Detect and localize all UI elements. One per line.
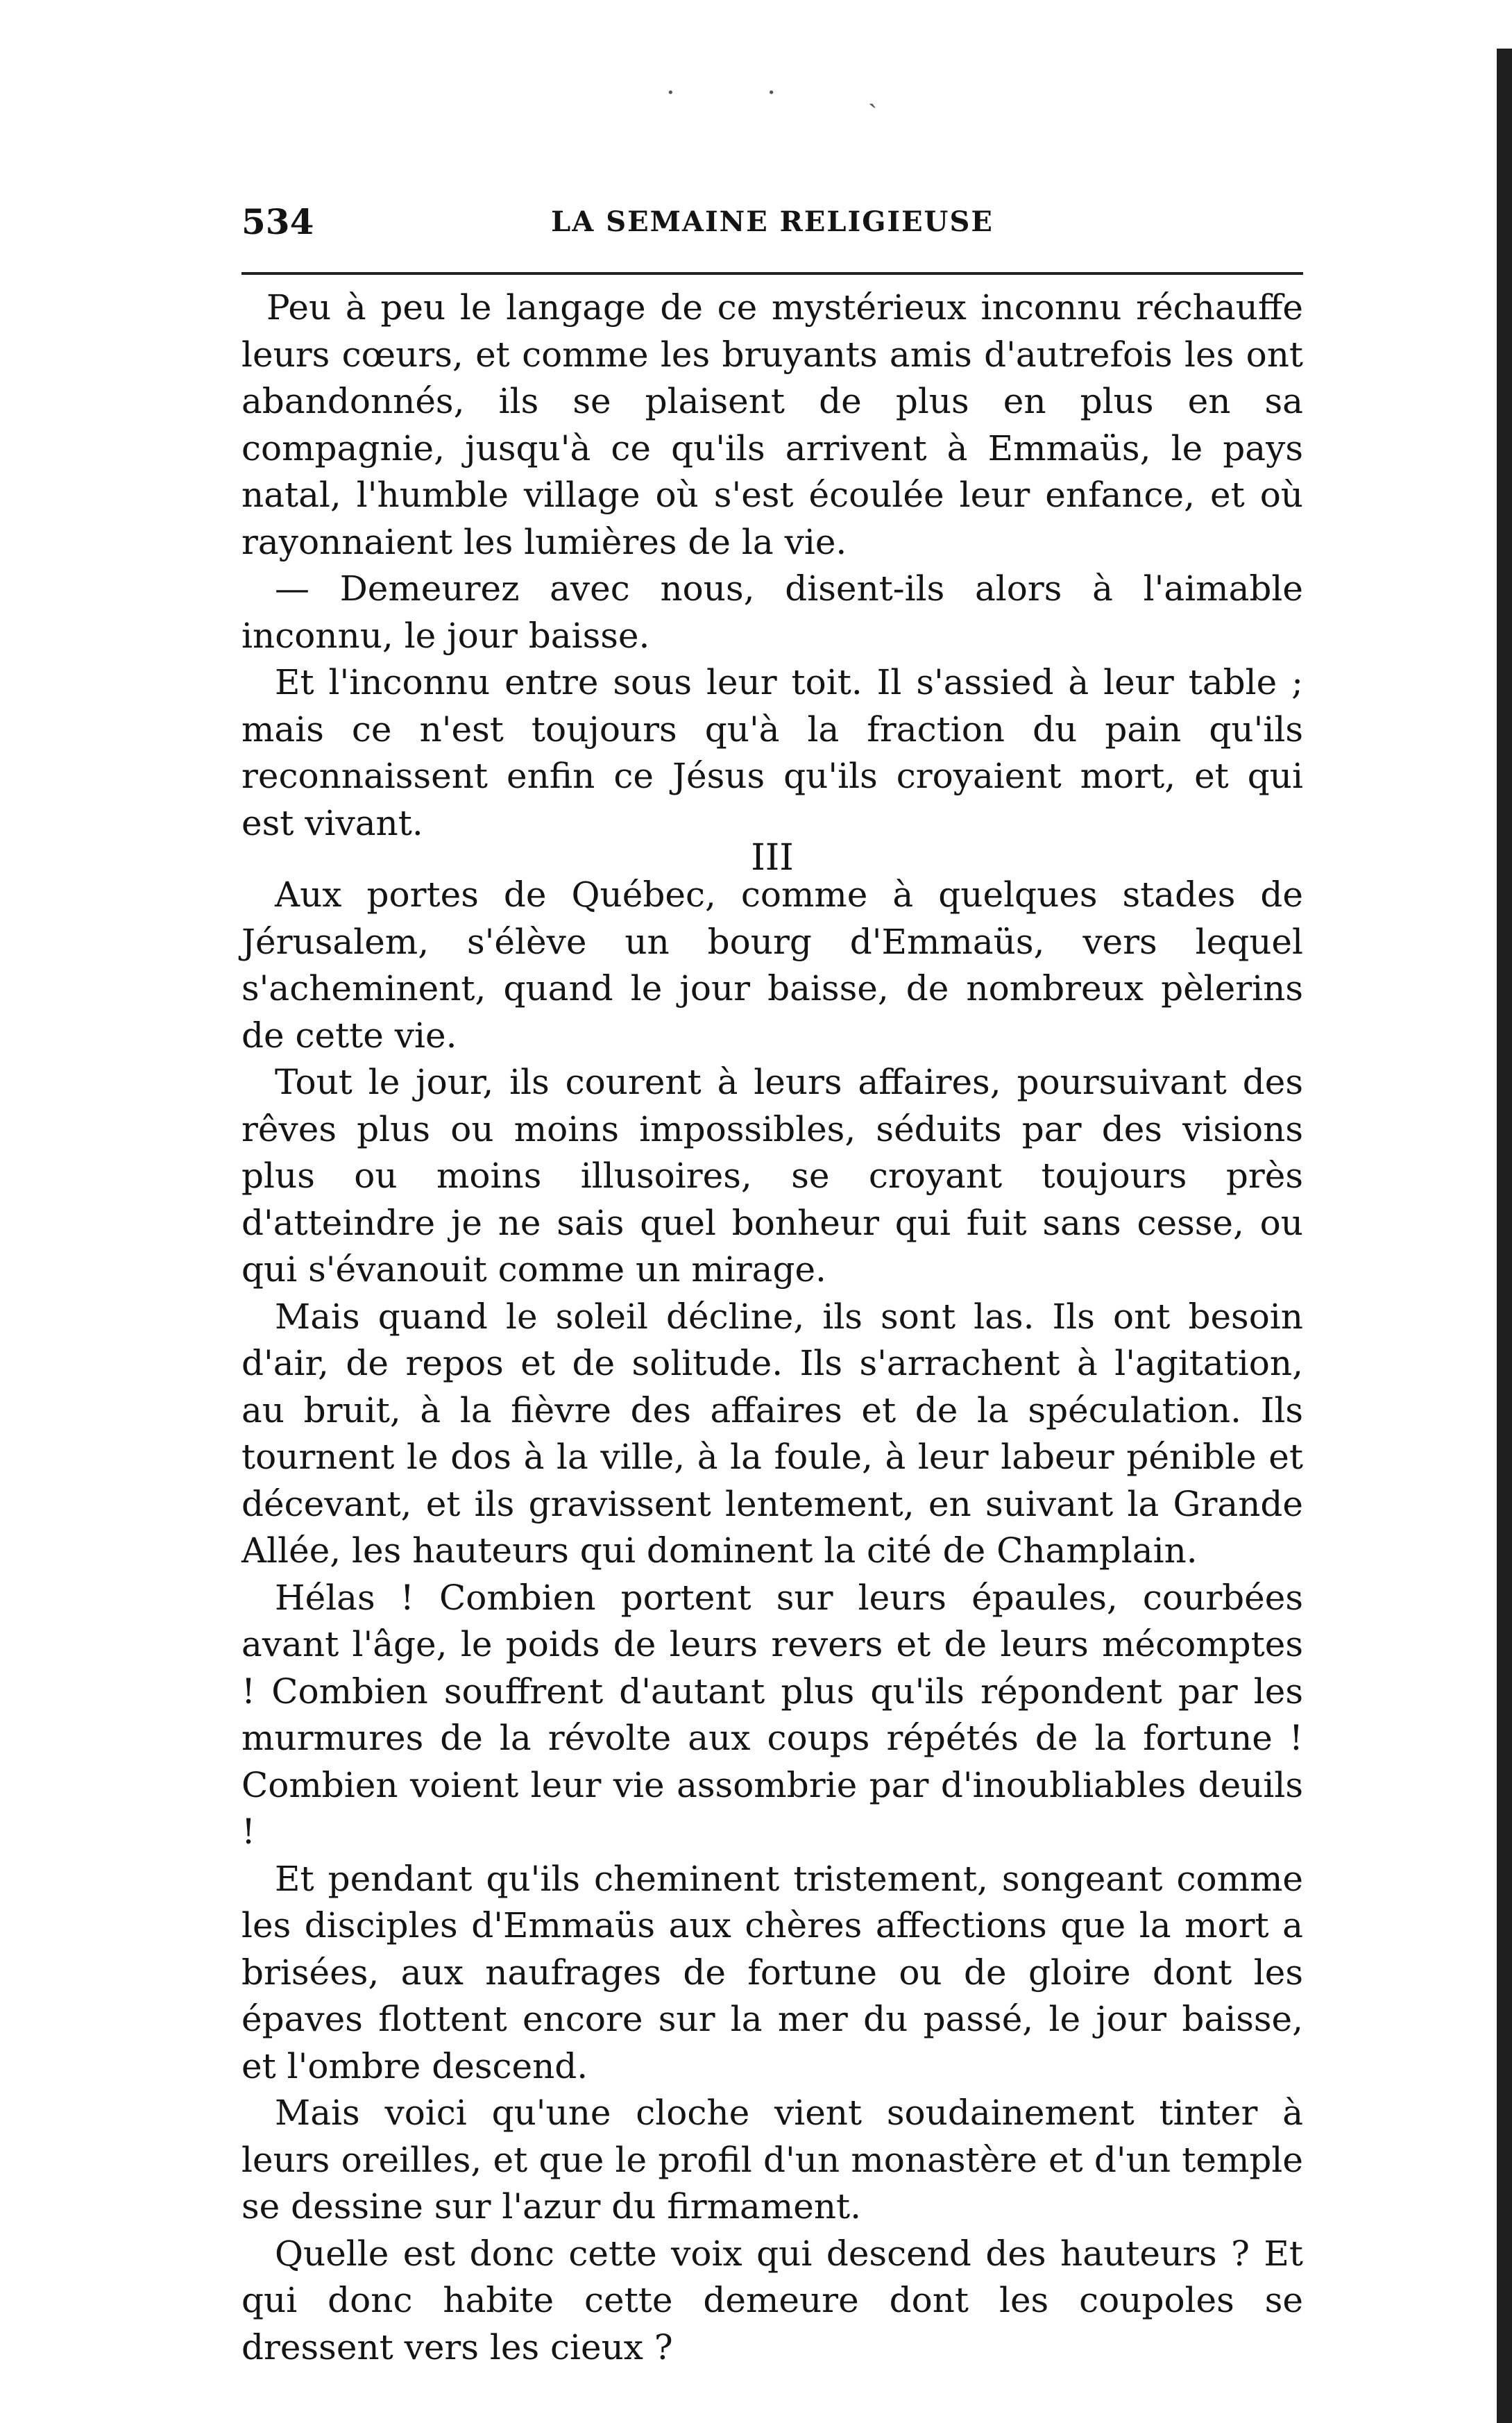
- page-header: [241, 201, 1303, 250]
- paragraph: Hélas ! Combien portent sur leurs épaules, courbées avant l'âge, le poids de leurs revers et de leurs mécomptes ! Combien souffrent d'autant plus qu'ils répondent par les murmures de la révolte aux coups répétés de la fortune ! Combien voient leur vie assombrie par d'inoubliables deuils !: [241, 1577, 1303, 1852]
- running-title: LA SEMAINE RELIGIEUSE: [551, 205, 994, 238]
- paragraph: Tout le jour, ils courent à leurs affaires, poursuivant des rêves plus ou moins impossibles, séduits par des visions plus ou moins illusoires, se croyant toujours près d'atteindre je ne sais quel bonheur qui fuit sans cesse, ou qui s'évanouit comme un mirage.: [241, 1062, 1303, 1290]
- paragraph: Aux portes de Québec, comme à quelques stades de Jérusalem, s'élève un bourg d'Emmaüs, vers lequel s'acheminent, quand le jour baisse, de nombreux pèlerins de cette vie.: [241, 875, 1303, 1056]
- paragraph: Quelle est donc cette voix qui descend des hauteurs ? Et qui donc habite cette demeure dont les coupoles se dressent vers les cieux ?: [241, 2233, 1303, 2367]
- body-text: [241, 285, 1303, 2371]
- paragraph: Et pendant qu'ils cheminent tristement, songeant comme les disciples d'Emmaüs aux chères affections que la mort a brisées, aux naufrages de fortune ou de gloire dont les épaves flottent encore sur la mer du passé, le jour baisse, et l'ombre descend.: [241, 1858, 1303, 2086]
- header-rule: [241, 272, 1303, 275]
- paragraph: — Demeurez avec nous, disent-ils alors à l'aimable inconnu, le jour baisse.: [241, 568, 1303, 656]
- page-edge-shadow: [1497, 49, 1512, 2423]
- page-number: 534: [241, 201, 314, 242]
- section-heading: III: [751, 837, 794, 879]
- paragraph: Mais quand le soleil décline, ils sont las. Ils ont besoin d'air, de repos et de solitude. Ils s'arrachent à l'agitation, au bruit, à la fièvre des affaires et de la spéculation. Ils tournent le dos à la ville, à la foule, à leur labeur pénible et décevant, et ils gravissent lentement, en suivant la Grande Allée, les hauteurs qui dominent la cité de Champlain.: [241, 1296, 1303, 1571]
- paragraph: Peu à peu le langage de ce mystérieux inconnu réchauffe leurs cœurs, et comme les bruyants amis d'autrefois les ont abandonnés, ils se plaisent de plus en plus en sa compagnie, jusqu'à ce qu'ils arrivent à Emmaüs, le pays natal, l'humble village où s'est écoulée leur enfance, et où rayonnaient les lumières de la vie.: [241, 287, 1303, 562]
- paragraph: Et l'inconnu entre sous leur toit. Il s'assied à leur table ; mais ce n'est toujours qu'à la fraction du pain qu'ils reconnaissent enfin ce Jésus qu'ils croyaient mort, et qui est vivant.: [241, 662, 1303, 843]
- paragraph: Mais voici qu'une cloche vient soudainement tinter à leurs oreilles, et que le profil d'un monastère et d'un temple se dessine sur l'azur du firmament.: [241, 2093, 1303, 2227]
- scan-specks: · · ˎ: [666, 77, 919, 109]
